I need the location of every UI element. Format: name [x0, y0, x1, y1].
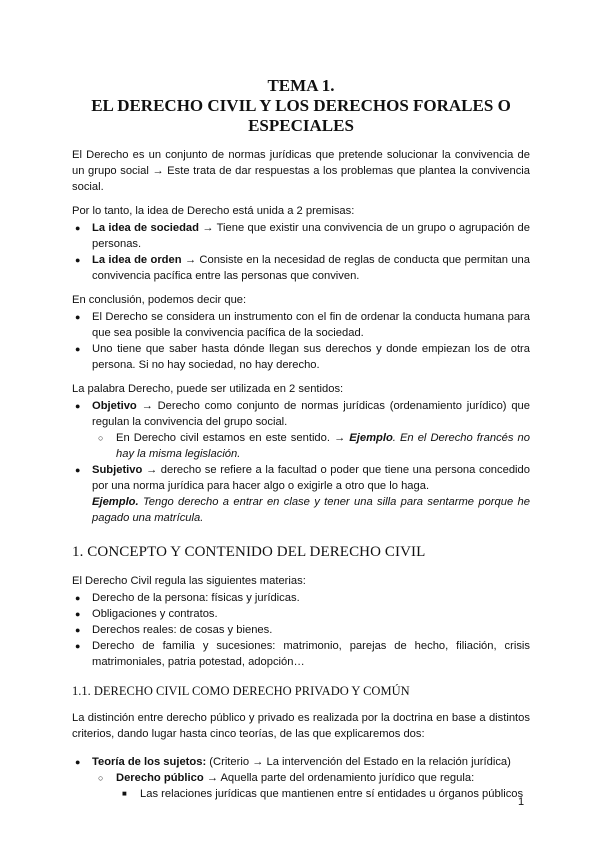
bullet-icon: ● [75, 344, 81, 354]
bullet-icon: ● [75, 625, 81, 635]
title-line-3: ESPECIALES [248, 116, 354, 135]
title-line-2: EL DERECHO CIVIL Y LOS DERECHOS FORALES O [91, 96, 511, 115]
bullet-icon: ● [75, 641, 81, 651]
list-item-relaciones: ■ Las relaciones jurídicas que mantienen entre sí entidades u órganos públicos [122, 788, 524, 800]
list-item: ● El Derecho se considera un instrumento con el fin de ordenar la conducta humana para que sea posible la convivencia pacífica de la sociedad. [75, 311, 530, 339]
list-item: ● La idea de sociedad → Tiene que existir una convivencia de un grupo o agrupación de personas. [75, 222, 530, 250]
list-item-derecho-publico: ○ Derecho público → Aquella parte del ordenamiento jurídico que regula: [98, 772, 475, 784]
list-item: ● Derecho de familia y sucesiones: matrimonio, parejas de hecho, filiación, crisis matrimoniales, patria potestad, adopción… [75, 640, 530, 668]
bullet-icon: ● [75, 757, 81, 767]
list-item: ● Uno tiene que saber hasta dónde llegan sus derechos y donde empiezan los de otra persona. Si no hay sociedad, no hay derecho. [75, 343, 530, 371]
section-1-1-heading: 1.1. DERECHO CIVIL COMO DERECHO PRIVADO Y COMÚN [72, 684, 410, 698]
title-line-1: TEMA 1. [267, 76, 335, 95]
teorias-list [72, 754, 530, 802]
page-number: 1 [518, 796, 525, 808]
list-item: ● Derechos reales: de cosas y bienes. [75, 624, 273, 636]
conclusion-list [72, 309, 530, 373]
list-item-objetivo: ● Objetivo → Derecho como conjunto de normas jurídicas (ordenamiento jurídico) que regulan la convivencia del grupo social. [75, 400, 530, 428]
bullet-icon: ● [75, 465, 81, 475]
sentidos-intro: La palabra Derecho, puede ser utilizada en 2 sentidos: [72, 383, 344, 395]
list-item: ● La idea de orden → Consiste en la necesidad de reglas de conducta que permitan una convivencia pacífica entre las personas que conviven. [75, 254, 530, 282]
circle-bullet-icon: ○ [98, 433, 104, 443]
intro-paragraph: El Derecho es un conjunto de normas jurídicas que pretende solucionar la convivencia de un grupo social → Este trata de dar respuestas a los problemas que plantea la convivencia social. [72, 149, 530, 193]
list-item-teoria-sujetos: ● Teoría de los sujetos: (Criterio → La intervención del Estado en la relación jurídica) [75, 756, 511, 768]
premisas-intro: Por lo tanto, la idea de Derecho está unida a 2 premisas: [72, 205, 355, 217]
section-1-intro: El Derecho Civil regula las siguientes materias: [72, 575, 306, 587]
square-bullet-icon: ■ [122, 789, 127, 798]
conclusion-intro: En conclusión, podemos decir que: [72, 294, 247, 306]
circle-bullet-icon: ○ [98, 773, 104, 783]
list-item-subjetivo: ● Subjetivo → derecho se refiere a la facultad o poder que tiene una persona concedido por una norma jurídica para hacer algo o exigirle a otro que lo haga. [75, 464, 530, 492]
sentidos-list [72, 398, 530, 494]
section-1-heading: 1. CONCEPTO Y CONTENIDO DEL DERECHO CIVIL [72, 544, 426, 560]
bullet-icon: ● [75, 593, 81, 603]
subjetivo-example: Ejemplo. Tengo derecho a entrar en clase y tener una silla para sentarme porque he pagado una matrícula. [92, 496, 530, 524]
bullet-icon: ● [75, 223, 81, 233]
list-item: ● Derecho de la persona: físicas y jurídicas. [75, 592, 300, 604]
document-title [72, 76, 530, 136]
bullet-icon: ● [75, 609, 81, 619]
page-content [72, 76, 530, 810]
bullet-icon: ● [75, 401, 81, 411]
bullet-icon: ● [75, 312, 81, 322]
list-item: ● Obligaciones y contratos. [75, 608, 218, 620]
bullet-icon: ● [75, 255, 81, 265]
section-1-1-intro: La distinción entre derecho público y privado es realizada por la doctrina en base a distintos criterios, dando lugar hasta cinco teorías, de las que explicaremos dos: [72, 712, 530, 740]
list-item-objetivo-sub: ○ En Derecho civil estamos en este sentido. → Ejemplo. En el Derecho francés no hay la misma legislación. [98, 432, 530, 460]
premisas-list [72, 220, 530, 284]
materias-list [72, 590, 530, 670]
